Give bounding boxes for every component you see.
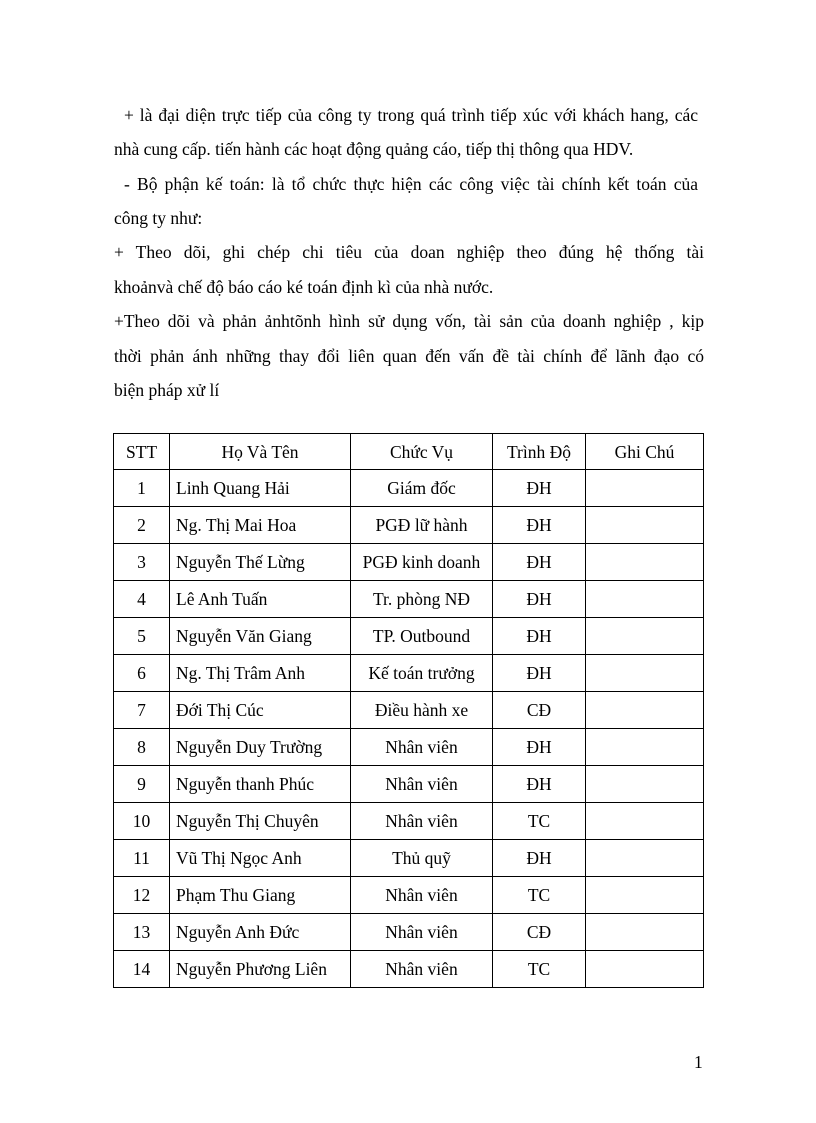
cell-level: ĐH: [493, 470, 586, 507]
cell-note: [586, 692, 704, 729]
cell-level: TC: [493, 877, 586, 914]
cell-name: Nguyễn Phương Liên: [170, 951, 351, 988]
cell-name: Linh Quang Hải: [170, 470, 351, 507]
cell-note: [586, 840, 704, 877]
paragraph-line: + Theo dõi, ghi chép chi tiêu của doan nghiệp theo đúng hệ thống tài: [114, 242, 704, 262]
table-row: [114, 544, 704, 581]
cell-position: PGĐ lữ hành: [351, 507, 493, 544]
cell-name: Ng. Thị Trâm Anh: [170, 655, 351, 692]
table-row: [114, 877, 704, 914]
cell-note: [586, 470, 704, 507]
cell-level: CĐ: [493, 914, 586, 951]
cell-name: Đới Thị Cúc: [170, 692, 351, 729]
paragraph-line: khoảnvà chế độ báo cáo ké toán định kì của nhà nước.: [114, 277, 494, 297]
cell-position: TP. Outbound: [351, 618, 493, 655]
cell-name: Lê Anh Tuấn: [170, 581, 351, 618]
paragraph-line: biện pháp xử lí: [114, 380, 220, 400]
cell-name: Nguyễn Anh Đức: [170, 914, 351, 951]
paragraph-line: +Theo dõi và phản ảnhtõnh hình sử dụng vốn, tài sản của doanh nghiệp , kịp: [114, 311, 704, 331]
table-row: [114, 729, 704, 766]
cell-level: ĐH: [493, 581, 586, 618]
cell-stt: 12: [114, 877, 170, 914]
table-row: [114, 581, 704, 618]
cell-note: [586, 729, 704, 766]
table-row: [114, 507, 704, 544]
cell-stt: 14: [114, 951, 170, 988]
paragraph-line: + là đại diện trực tiếp của công ty trong quá trình tiếp xúc với khách hang, các: [124, 105, 698, 125]
cell-position: Nhân viên: [351, 914, 493, 951]
header-note: Ghi Chú: [586, 434, 704, 470]
cell-note: [586, 951, 704, 988]
cell-stt: 10: [114, 803, 170, 840]
paragraph-line: - Bộ phận kế toán: là tổ chức thực hiện các công việc tài chính kết toán của: [124, 174, 698, 194]
header-level: Trình Độ: [493, 434, 586, 470]
cell-position: Giám đốc: [351, 470, 493, 507]
table-row: [114, 951, 704, 988]
cell-name: Nguyễn Văn Giang: [170, 618, 351, 655]
table-header-row: [114, 434, 704, 470]
cell-stt: 7: [114, 692, 170, 729]
cell-position: Nhân viên: [351, 803, 493, 840]
table-row: [114, 840, 704, 877]
table-row: [114, 914, 704, 951]
table-row: [114, 692, 704, 729]
header-stt: STT: [114, 434, 170, 470]
cell-position: Nhân viên: [351, 951, 493, 988]
cell-note: [586, 877, 704, 914]
cell-position: Thủ quỹ: [351, 840, 493, 877]
cell-stt: 5: [114, 618, 170, 655]
cell-note: [586, 581, 704, 618]
cell-name: Ng. Thị Mai Hoa: [170, 507, 351, 544]
cell-position: Nhân viên: [351, 877, 493, 914]
paragraph-line: thời phản ánh những thay đổi liên quan đến vấn đề tài chính để lãnh đạo có: [114, 346, 704, 366]
cell-note: [586, 766, 704, 803]
table-row: [114, 655, 704, 692]
cell-level: ĐH: [493, 507, 586, 544]
cell-name: Nguyễn thanh Phúc: [170, 766, 351, 803]
cell-note: [586, 914, 704, 951]
header-name: Họ Và Tên: [170, 434, 351, 470]
cell-stt: 6: [114, 655, 170, 692]
cell-name: Vũ Thị Ngọc Anh: [170, 840, 351, 877]
cell-name: Nguyễn Duy Trường: [170, 729, 351, 766]
table-row: [114, 766, 704, 803]
cell-stt: 8: [114, 729, 170, 766]
cell-stt: 2: [114, 507, 170, 544]
paragraph-line: công ty như:: [114, 208, 203, 228]
cell-stt: 3: [114, 544, 170, 581]
page-number: 1: [694, 1052, 703, 1072]
table-row: [114, 618, 704, 655]
cell-position: Kế toán trưởng: [351, 655, 493, 692]
table-row: [114, 803, 704, 840]
cell-level: ĐH: [493, 544, 586, 581]
cell-stt: 11: [114, 840, 170, 877]
cell-stt: 1: [114, 470, 170, 507]
cell-note: [586, 655, 704, 692]
cell-level: TC: [493, 951, 586, 988]
paragraph-line: nhà cung cấp. tiến hành các hoạt động quảng cáo, tiếp thị thông qua HDV.: [114, 139, 634, 159]
cell-stt: 4: [114, 581, 170, 618]
cell-name: Phạm Thu Giang: [170, 877, 351, 914]
cell-position: PGĐ kinh doanh: [351, 544, 493, 581]
cell-level: ĐH: [493, 618, 586, 655]
cell-level: TC: [493, 803, 586, 840]
cell-level: ĐH: [493, 729, 586, 766]
staff-table: [113, 433, 704, 988]
cell-note: [586, 507, 704, 544]
cell-position: Tr. phòng NĐ: [351, 581, 493, 618]
cell-note: [586, 618, 704, 655]
cell-note: [586, 803, 704, 840]
cell-name: Nguyễn Thị Chuyên: [170, 803, 351, 840]
cell-stt: 13: [114, 914, 170, 951]
cell-level: CĐ: [493, 692, 586, 729]
cell-note: [586, 544, 704, 581]
cell-position: Nhân viên: [351, 729, 493, 766]
cell-position: Điều hành xe: [351, 692, 493, 729]
cell-stt: 9: [114, 766, 170, 803]
cell-level: ĐH: [493, 655, 586, 692]
table-row: [114, 470, 704, 507]
cell-name: Nguyễn Thế Lừng: [170, 544, 351, 581]
cell-level: ĐH: [493, 840, 586, 877]
cell-level: ĐH: [493, 766, 586, 803]
header-position: Chức Vụ: [351, 434, 493, 470]
cell-position: Nhân viên: [351, 766, 493, 803]
